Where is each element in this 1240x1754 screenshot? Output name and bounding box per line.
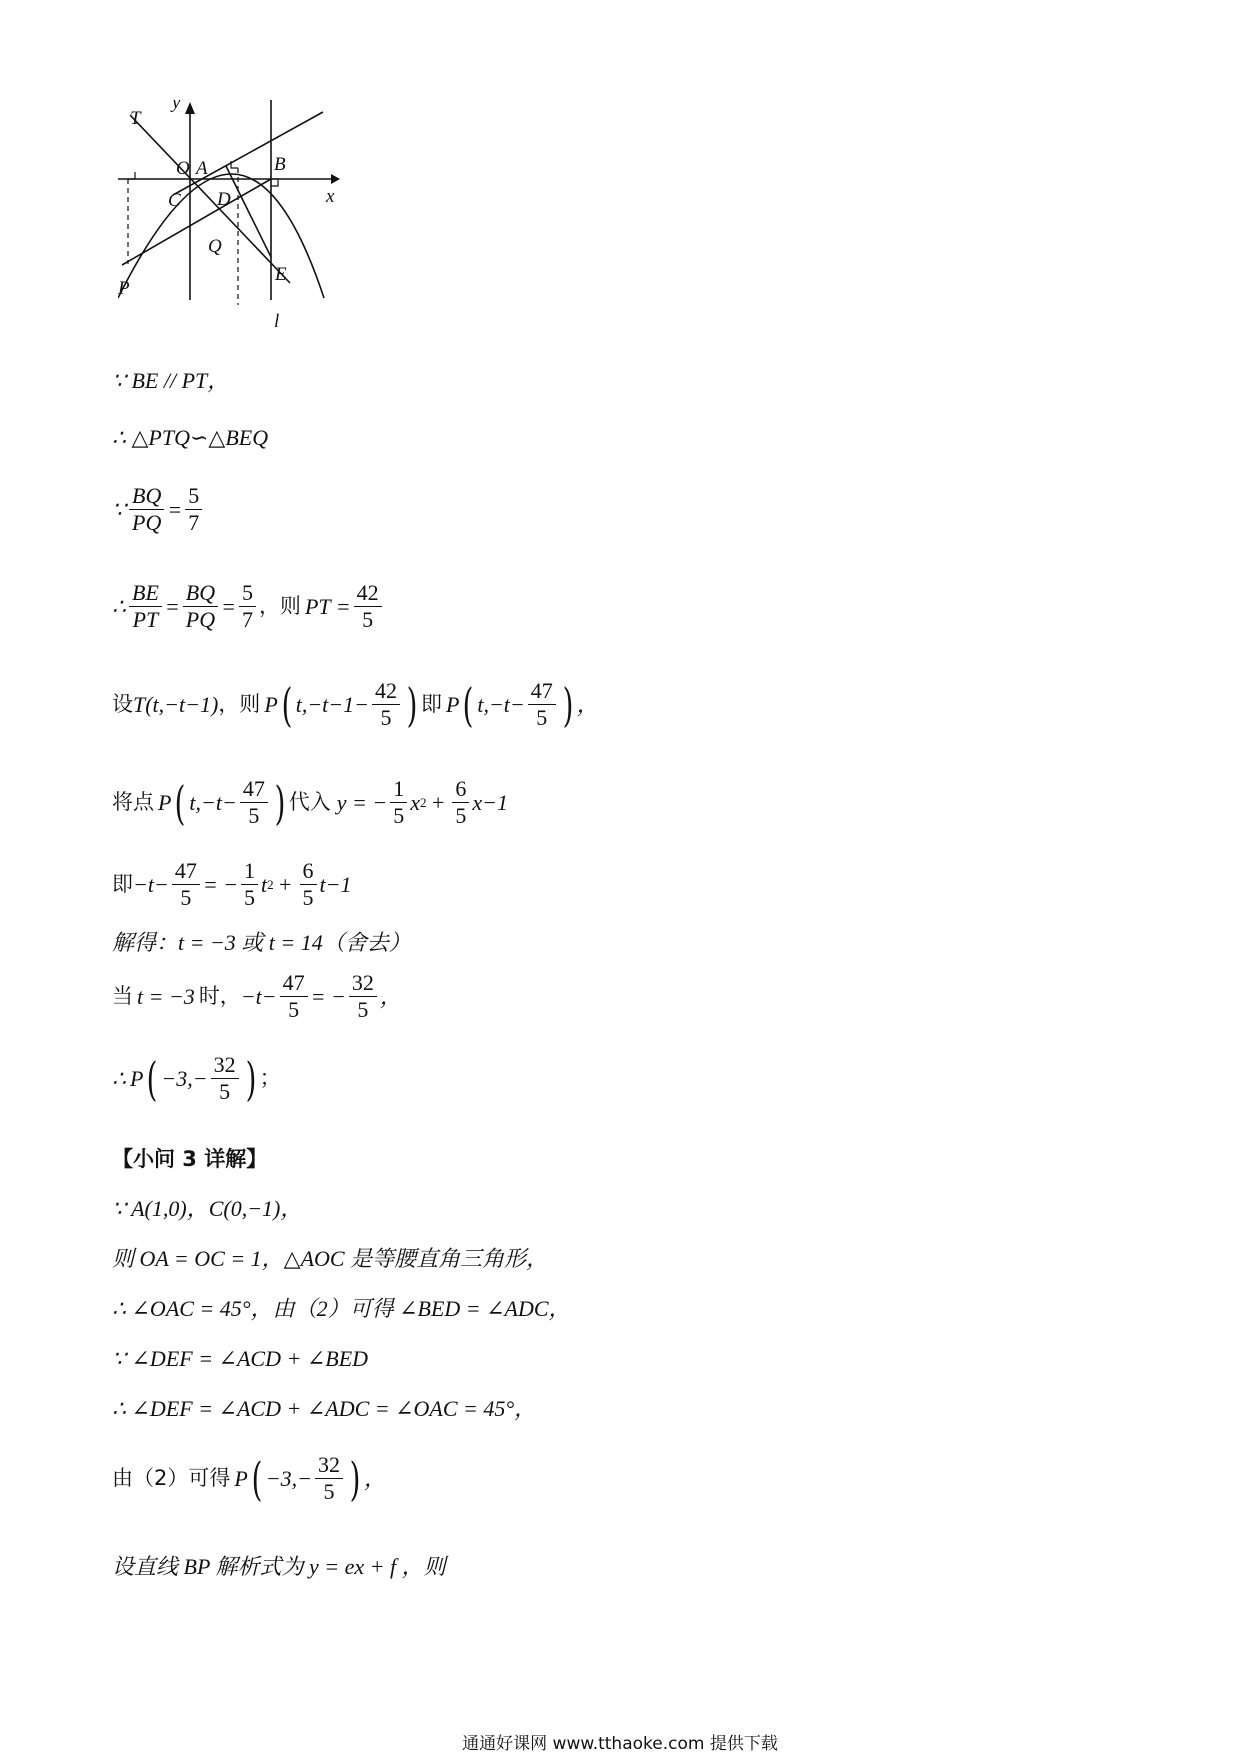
line-set-t — [112, 678, 599, 732]
text-then: ，则 — [218, 692, 261, 717]
line-cb — [173, 112, 323, 195]
p-coordinate-expression: −3,− — [265, 1465, 312, 1491]
label-p: P — [118, 278, 130, 299]
p-coordinate-expression: t,−t− — [477, 691, 525, 717]
fraction-numerator: 47 — [172, 858, 200, 885]
line-when-t — [112, 970, 402, 1024]
exponent: 2 — [420, 795, 427, 811]
fraction-numerator: 47 — [528, 678, 556, 705]
line-equation-t — [112, 858, 351, 912]
text-when: 当 — [112, 984, 133, 1009]
fraction-denominator: 5 — [219, 1079, 231, 1105]
label-e: E — [275, 264, 287, 285]
text-set: 设 — [112, 692, 133, 717]
fraction-numerator: BE — [129, 580, 162, 607]
fraction-denominator: 5 — [455, 803, 467, 829]
line-isosceles: 则 OA = OC = 1，△AOC 是等腰直角三角形， — [112, 1246, 549, 1271]
line-angle-def-result: ∴ ∠DEF = ∠ACD + ∠ADC = ∠OAC = 45°， — [112, 1396, 537, 1421]
fraction-5-7 — [239, 580, 256, 634]
p-coordinate-expression: t,−t− — [189, 789, 237, 815]
comma: ， — [576, 691, 599, 717]
fraction-denominator: 5 — [323, 1479, 335, 1505]
text-time: 时， — [198, 984, 241, 1009]
equals-sign: = — [167, 496, 183, 522]
right-paren: ) — [562, 677, 574, 732]
fraction-numerator: BQ — [129, 483, 164, 510]
equals-minus: = − — [202, 871, 239, 897]
fraction-numerator: 6 — [452, 776, 469, 803]
left-paren: ( — [281, 677, 293, 732]
point-p-label: P — [445, 691, 460, 717]
fraction-numerator: 1 — [390, 776, 407, 803]
plus-sign: + — [277, 871, 293, 897]
equals-sign: = — [164, 593, 180, 619]
text-substitute-point: 将点 — [112, 790, 154, 815]
fraction-denominator: 5 — [244, 885, 256, 911]
because-symbol: ∵ — [112, 496, 126, 522]
left-paren: ( — [251, 1451, 263, 1506]
equals-minus: = − — [310, 983, 346, 1009]
fraction-denominator: 7 — [241, 607, 253, 633]
fraction-denominator: 5 — [302, 885, 314, 911]
fraction-bq-pq — [183, 580, 218, 634]
t-value: t = −3 — [137, 983, 195, 1009]
line-bq-pq-ratio — [112, 483, 205, 537]
fraction-numerator: BQ — [183, 580, 218, 607]
line-be-parallel-pt: ∵ BE // PT， — [112, 368, 230, 393]
fraction-32-5 — [211, 1052, 239, 1106]
fraction-42-5 — [372, 678, 400, 732]
comma: ， — [379, 983, 402, 1009]
label-x: x — [326, 186, 335, 207]
fraction-denominator: 5 — [180, 885, 192, 911]
therefore-symbol: ∴ — [112, 1065, 126, 1091]
line-solution: 解得：t = −3 或 t = 14（舍去） — [112, 930, 411, 955]
point-p-label: P — [158, 789, 172, 815]
fraction-denominator: 5 — [536, 705, 548, 731]
fraction-denominator: 5 — [380, 705, 392, 731]
fraction-denominator: 7 — [188, 510, 200, 536]
fraction-be-pt — [129, 580, 162, 634]
pt-equals: PT = — [304, 593, 351, 619]
fraction-numerator: 6 — [300, 858, 317, 885]
text-into: 代入 — [288, 790, 331, 815]
fraction-numerator: 1 — [241, 858, 258, 885]
fraction-denominator: 5 — [288, 997, 300, 1023]
linear-term: t−1 — [319, 871, 352, 897]
line-be-pt-ratio — [112, 580, 385, 634]
y-axis-arrow — [185, 102, 195, 114]
fraction-denominator: 5 — [362, 607, 374, 633]
fraction-32-5 — [349, 970, 377, 1024]
line-point-p — [112, 1052, 281, 1106]
point-p-label: P — [264, 691, 278, 717]
variable-x: x — [410, 789, 421, 815]
fraction-32-5 — [315, 1452, 343, 1506]
linear-term: x−1 — [472, 789, 508, 815]
right-paren: ) — [245, 1051, 256, 1106]
exponent: 2 — [267, 877, 274, 893]
fraction-47-5 — [528, 678, 556, 732]
fraction-47-5 — [172, 858, 200, 912]
fraction-denominator: 5 — [393, 803, 405, 829]
right-paren: ) — [274, 775, 286, 830]
line-set-bp: 设直线 BP 解析式为 y = ex + f ，则 — [112, 1554, 446, 1579]
label-q: Q — [208, 236, 222, 257]
right-angle-mark-b — [271, 179, 278, 186]
p-coordinate-expression: t,−t−1− — [295, 691, 369, 717]
fraction-numerator: 32 — [211, 1052, 239, 1079]
point-p-label: P — [130, 1065, 144, 1091]
fraction-1-5 — [390, 776, 407, 830]
text-namely: 即 — [112, 872, 133, 897]
left-paren: ( — [175, 775, 186, 830]
y-equals-minus: y = − — [336, 789, 388, 815]
label-l: l — [274, 311, 280, 332]
fraction-numerator: 42 — [354, 580, 382, 607]
therefore-symbol: ∴ — [112, 593, 126, 619]
fraction-1-5 — [241, 858, 258, 912]
fraction-denominator: PT — [132, 607, 159, 633]
comma: ， — [363, 1465, 386, 1491]
fraction-numerator: 32 — [349, 970, 377, 997]
fraction-5-7 — [185, 483, 202, 537]
label-b: B — [274, 154, 286, 175]
fraction-numerator: 32 — [315, 1452, 343, 1479]
label-a: A — [196, 158, 208, 179]
right-paren: ) — [406, 677, 418, 732]
fraction-denominator: PQ — [185, 607, 216, 633]
section-heading-part3: 【小问 3 详解】 — [112, 1147, 268, 1171]
text-namely: 即 — [420, 692, 442, 717]
label-o: O — [176, 158, 190, 179]
fraction-numerator: 5 — [239, 580, 256, 607]
point-t-expression: T(t,−t−1) — [133, 691, 219, 717]
fraction-numerator: 42 — [372, 678, 400, 705]
equals-sign: = — [221, 593, 236, 619]
p-coordinate-expression: −3,− — [161, 1065, 208, 1091]
label-c: C — [168, 190, 181, 211]
line-substitute-p — [112, 776, 508, 830]
line-similar-triangles: ∴ △PTQ∽△BEQ — [112, 425, 269, 450]
fraction-denominator: 5 — [248, 803, 260, 829]
line-angle-oac: ∴ ∠OAC = 45°，由（2）可得 ∠BED = ∠ADC， — [112, 1296, 571, 1321]
line-from-part2 — [112, 1452, 386, 1506]
label-y: y — [172, 100, 181, 113]
fraction-47-5 — [240, 776, 268, 830]
label-t: T — [130, 108, 141, 129]
fraction-bq-pq — [129, 483, 164, 537]
left-paren: ( — [147, 1051, 158, 1106]
right-paren: ) — [349, 1451, 361, 1506]
line-angle-def: ∵ ∠DEF = ∠ACD + ∠BED — [112, 1346, 369, 1371]
fraction-6-5 — [300, 858, 317, 912]
plus-sign: + — [430, 789, 446, 815]
left-paren: ( — [462, 677, 474, 732]
minus-t-minus: −t− — [240, 983, 277, 1009]
right-angle-mark-t — [128, 172, 135, 179]
geometry-figure — [118, 100, 368, 340]
fraction-denominator: PQ — [132, 510, 162, 536]
label-d: D — [217, 189, 231, 210]
line-pb — [122, 179, 271, 265]
point-p-label: P — [234, 1465, 248, 1491]
fraction-47-5 — [280, 970, 308, 1024]
semicolon: ； — [259, 1066, 281, 1091]
text-then: ，则 — [258, 594, 301, 619]
text-from-part2: 由（2）可得 — [112, 1466, 231, 1491]
fraction-denominator: 5 — [357, 997, 369, 1023]
fraction-6-5 — [452, 776, 469, 830]
line-te — [130, 115, 290, 283]
page-footer: 通通好课网 www.tthaoke.com 提供下载 — [462, 1734, 778, 1754]
fraction-numerator: 5 — [185, 483, 202, 510]
x-axis-arrow — [331, 174, 340, 184]
fraction-numerator: 47 — [280, 970, 308, 997]
line-points-a-c: ∵ A(1,0)，C(0,−1)， — [112, 1196, 303, 1221]
fraction-42-5 — [354, 580, 382, 634]
fraction-numerator: 47 — [240, 776, 268, 803]
variable-t: t — [261, 871, 268, 897]
parabola-diagram — [118, 100, 368, 340]
minus-t-minus: −t− — [133, 871, 169, 897]
